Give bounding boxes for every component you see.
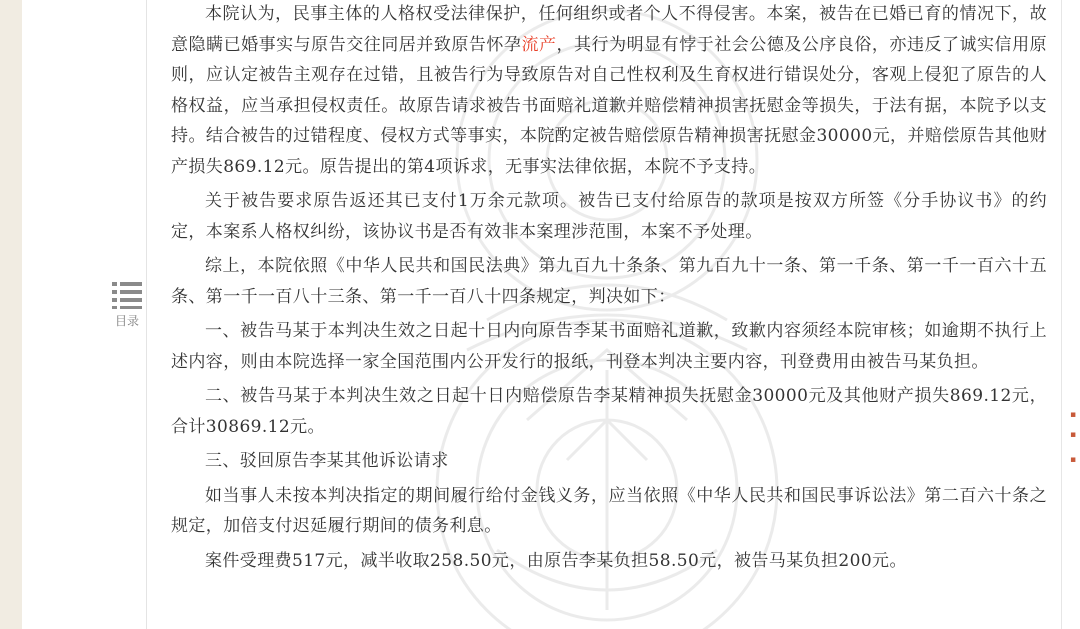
edge-mark: ▪	[1070, 410, 1077, 420]
highlighted-term[interactable]: 流产	[521, 34, 557, 55]
right-panel-edge	[1061, 0, 1080, 629]
list-icon	[110, 280, 144, 310]
toc-label: 目录	[114, 314, 139, 328]
paragraph-ruling-1: 一、被告马某于本判决生效之日起十日内向原告李某书面赔礼道歉，致歉内容须经本院审核；如逾期不执行上述内容，则由本院选择一家全国范围内公开发行的报纸，刊登本判决主要内容，刊登费用由被告马某负担。	[171, 321, 1047, 372]
paragraph-legal-basis: 综上，本院依照《中华人民共和国民法典》第九百九十条条、第九百九十一条、第一千条、第一千一百六十五条、第一千一百八十三条、第一千一百八十四条规定，判决如下：	[171, 256, 1047, 307]
toc-button[interactable]	[104, 280, 150, 329]
paragraph-payment-refund: 关于被告要求原告返还其已支付1万余元款项。被告已支付给原告的款项是按双方所签《分手协议书》的约定，本案系人格权纠纷，该协议书是否有效非本案理涉范围，本案不予处理。	[171, 191, 1047, 242]
judgment-text	[171, 0, 1047, 580]
edge-mark: ▪	[1070, 430, 1077, 440]
paragraph-ruling-2: 二、被告马某于本判决生效之日起十日内赔偿原告李某精神损失抚慰金30000元及其他财产损失869.12元，合计30869.12元。	[171, 386, 1047, 437]
paragraph-ruling-3: 三、驳回原告李某其他诉讼请求	[205, 451, 449, 471]
document-page	[146, 0, 1063, 629]
paragraph-interest: 如当事人未按本判决指定的期间履行给付金钱义务，应当依照《中华人民共和国民事诉讼法》第二百六十条之规定，加倍支付迟延履行期间的债务利息。	[171, 485, 1047, 536]
edge-mark: ▪	[1070, 455, 1077, 465]
paragraph-fees: 案件受理费517元，减半收取258.50元，由原告李某负担58.50元，被告马某负担200元。	[205, 550, 907, 571]
paragraph-reasoning: 本院认为，民事主体的人格权受法律保护，任何组织或者个人不得侵害。本案，被告在已婚已育的情况下，故意隐瞒已婚事实与原告交往同居并致原告怀孕流产，其行为明显有悖于社会公德及公序良俗，亦违反了诚实信用原则，应认定被告主观存在过错，且被告行为导致原告对自己性权利及生育权进行错误处分，客观上侵犯了原告的人格权益，应当承担侵权责任。故原告请求被告书面赔礼道歉并赔偿精神损害抚慰金等损失，于法有据，本院予以支持。结合被告的过错程度、侵权方式等事实，本院酌定被告赔偿原告精神损害抚慰金30000元，并赔偿原告其他财产损失869.12元。原告提出的第4项诉求，无事实法律依据，本院不予支持。	[171, 4, 1047, 177]
left-sidebar-strip	[0, 0, 22, 629]
